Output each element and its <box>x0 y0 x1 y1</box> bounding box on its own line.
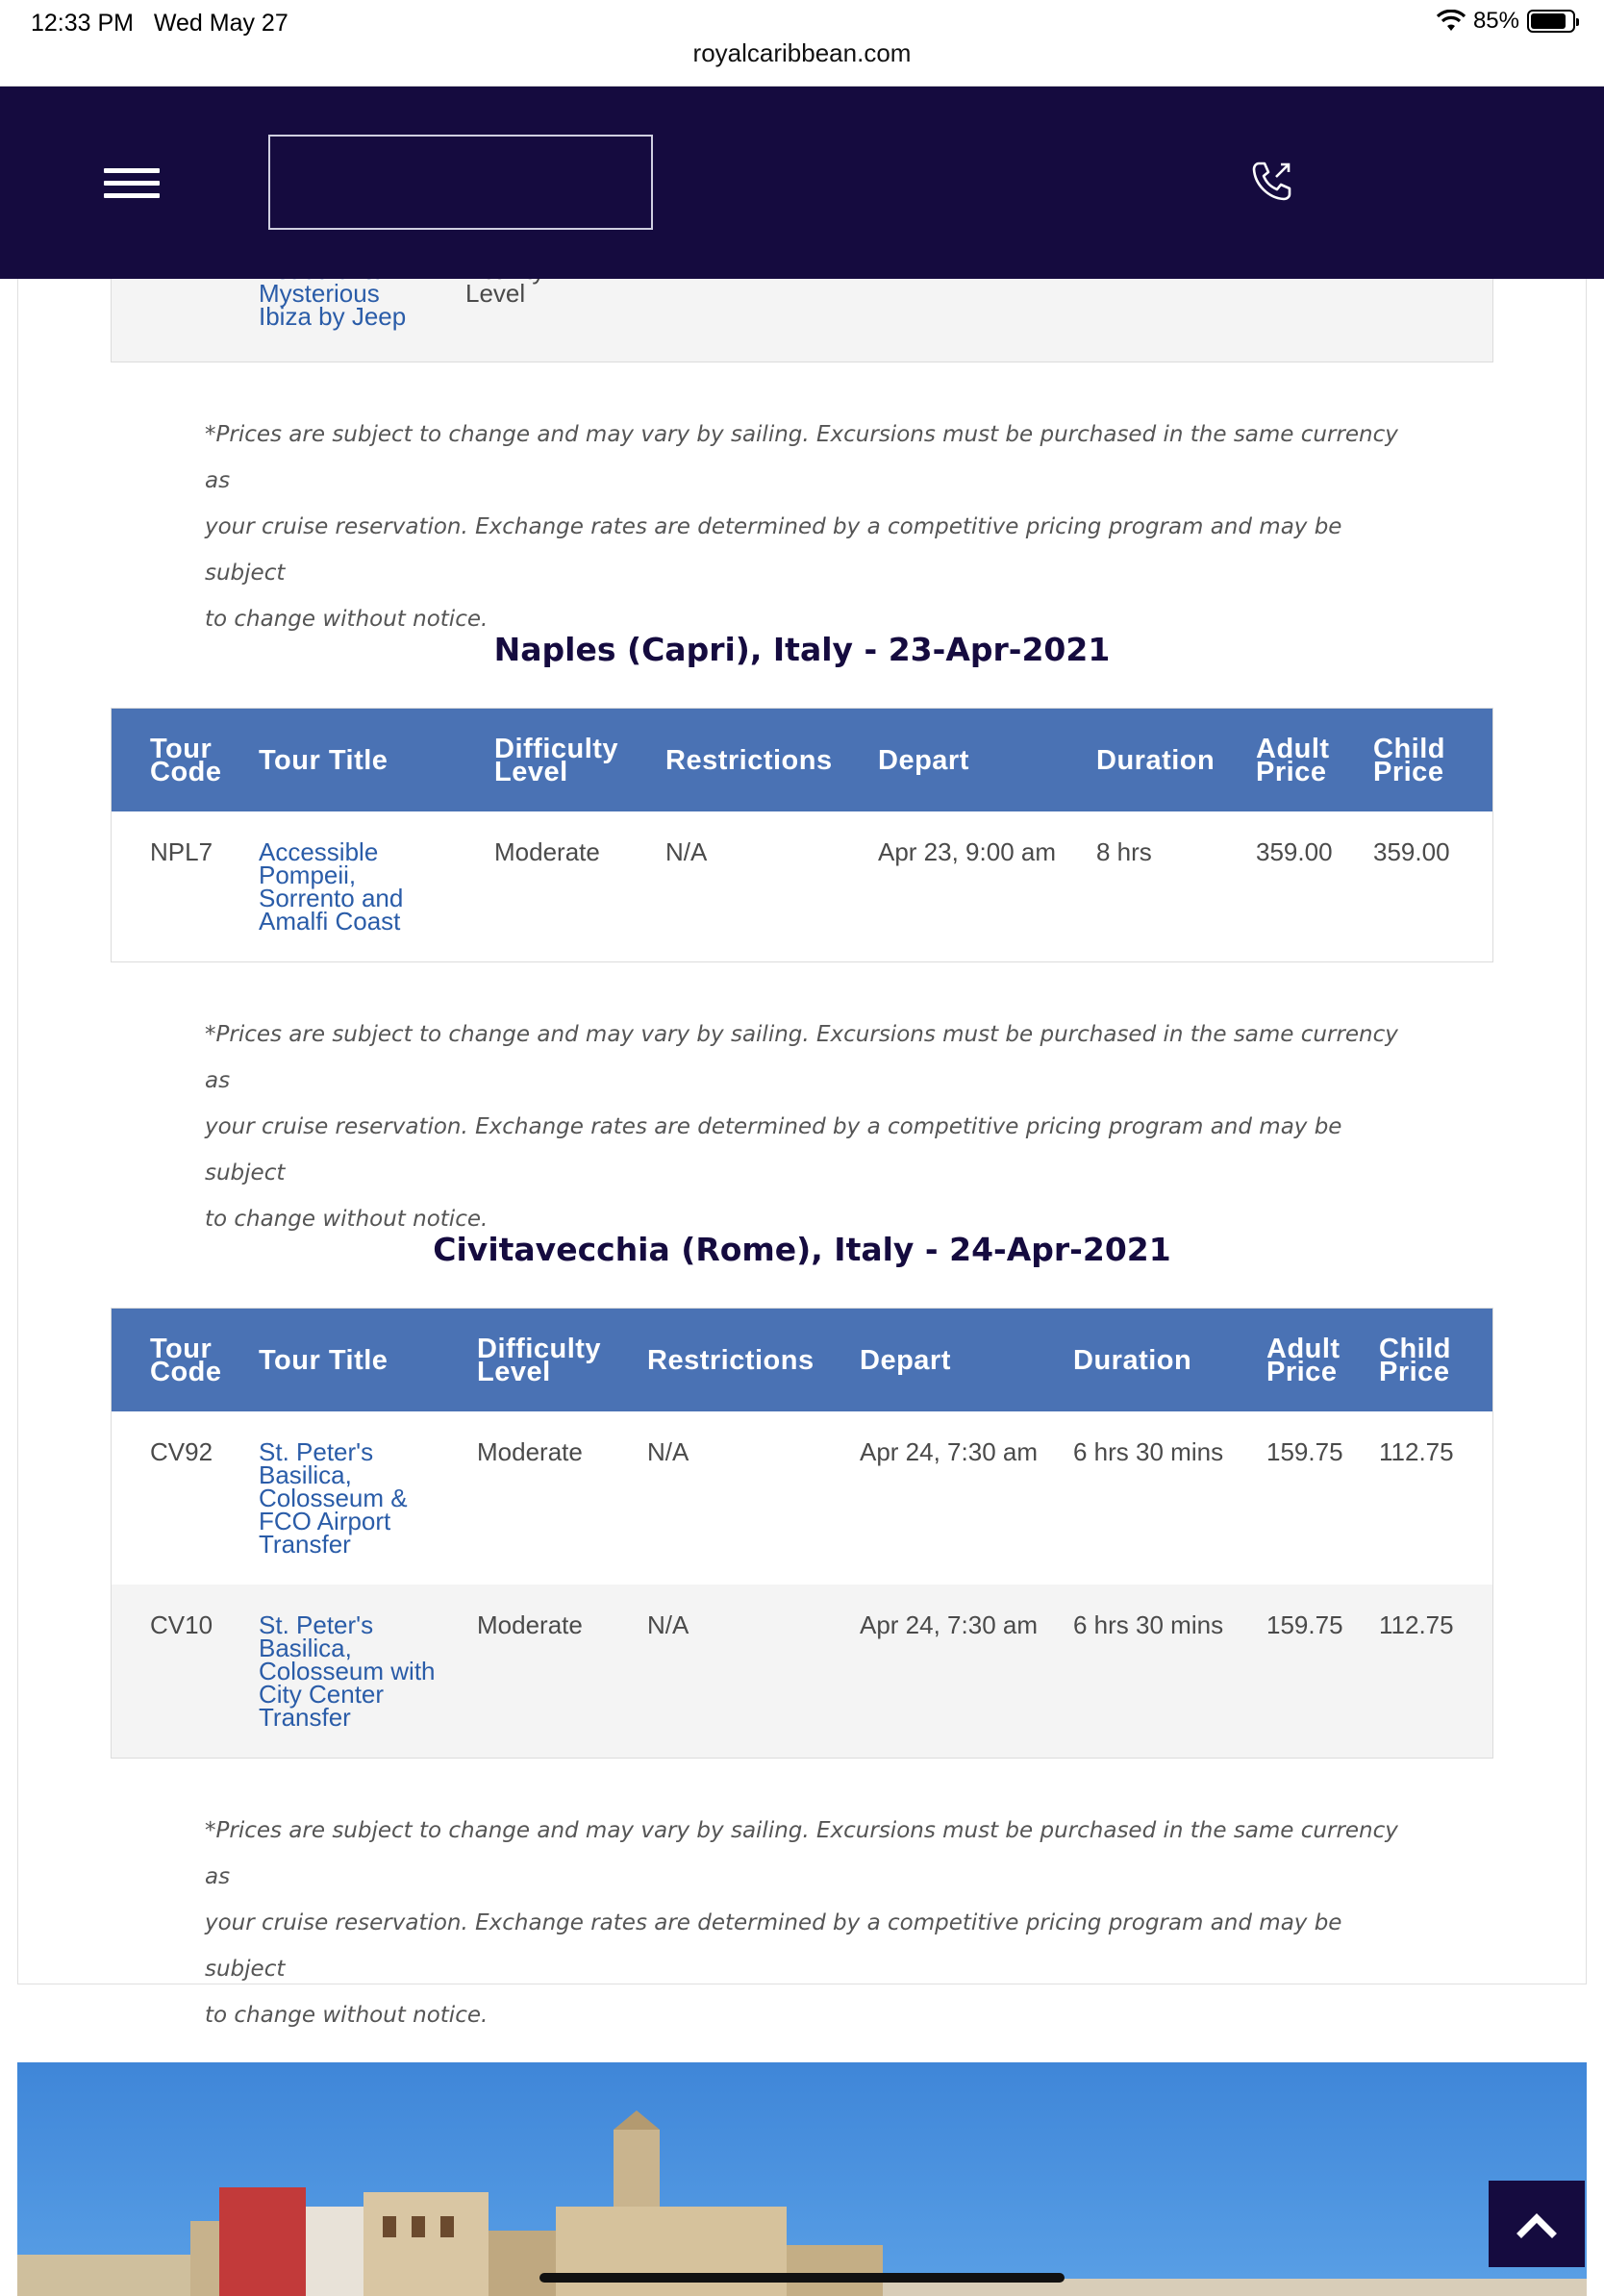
cell-adult-price: 359.00 <box>1256 837 1333 866</box>
tour-title-link[interactable]: Accessible Pompeii, Sorrento and Amalfi Coast <box>259 837 404 936</box>
th-duration: Duration <box>1073 1345 1192 1376</box>
cell-code: CV10 <box>150 1610 213 1639</box>
price-disclaimer: *Prices are subject to change and may vary by sailing. Excursions must be purchased in the same currency as your cruise reservation. Exchange rates are determined by a competitive pricing program and may be subject to change without notice. <box>205 422 1398 632</box>
cell-child-price: 112.75 <box>1379 1610 1454 1639</box>
th-duration: Duration <box>1096 745 1216 776</box>
th-child-price: Child Price <box>1373 734 1445 787</box>
chevron-up-icon <box>1489 2181 1585 2267</box>
table-header <box>112 709 1492 811</box>
naples-table <box>111 708 1493 962</box>
tour-title-link[interactable]: St. Peter's Basilica, Colosseum & FCO Airport Transfer <box>259 1437 408 1559</box>
cell-adult-price: 159.75 <box>1266 1610 1343 1639</box>
site-header <box>0 87 1604 279</box>
th-tour-code: Tour Code <box>150 734 222 787</box>
th-difficulty: Difficulty Level <box>477 1334 602 1387</box>
th-tour-title: Tour Title <box>259 745 388 776</box>
cell-code: CV92 <box>150 1437 213 1466</box>
cell-child-price: 112.75 <box>1379 1437 1454 1466</box>
battery-icon <box>1527 10 1575 33</box>
civitavecchia-table <box>111 1308 1493 1759</box>
cell-depart: Apr 23, 9:00 am <box>878 837 1056 866</box>
back-to-top-button[interactable] <box>1489 2181 1585 2267</box>
url-bar[interactable]: royalcaribbean.com <box>692 38 912 67</box>
logo[interactable] <box>268 135 653 230</box>
status-right <box>1437 8 1575 35</box>
cell-restrictions: N/A <box>647 1610 689 1639</box>
port-title-naples: Naples (Capri), Italy - 23-Apr-2021 <box>493 631 1111 668</box>
th-depart: Depart <box>860 1345 951 1376</box>
difficulty-cell: Level <box>465 279 526 308</box>
wifi-icon <box>1437 10 1466 33</box>
cell-difficulty: Moderate <box>494 837 600 866</box>
battery-percent: 85% <box>1472 8 1519 34</box>
cell-code: NPL7 <box>150 837 213 866</box>
phone-call-icon[interactable] <box>1250 159 1294 203</box>
cell-difficulty: Moderate <box>477 1437 583 1466</box>
th-child-price: Child Price <box>1379 1334 1451 1387</box>
table-header <box>112 1309 1492 1411</box>
th-adult-price: Adult Price <box>1256 734 1330 787</box>
tour-title-link[interactable]: Mysterious Ibiza by Jeep <box>259 279 407 331</box>
table-row <box>112 1411 1492 1585</box>
th-tour-code: Tour Code <box>150 1334 222 1387</box>
cell-child-price: 359.00 <box>1373 837 1450 866</box>
th-restrictions: Restrictions <box>665 745 833 776</box>
cell-restrictions: N/A <box>665 837 708 866</box>
cell-restrictions: N/A <box>647 1437 689 1466</box>
status-bar <box>0 0 1604 87</box>
table-row <box>112 1585 1492 1758</box>
port-title-civitavecchia: Civitavecchia (Rome), Italy - 24-Apr-2021 <box>433 1231 1171 1268</box>
th-difficulty: Difficulty Level <box>494 734 619 787</box>
th-adult-price: Adult Price <box>1266 1334 1341 1387</box>
cell-difficulty: Moderate <box>477 1610 583 1639</box>
home-indicator[interactable] <box>539 2273 1065 2283</box>
price-disclaimer: *Prices are subject to change and may vary by sailing. Excursions must be purchased in the same currency as your cruise reservation. Exchange rates are determined by a competitive pricing program and may be subject to change without notice. <box>205 1818 1398 2028</box>
tour-title-link[interactable]: St. Peter's Basilica, Colosseum with City Center Transfer <box>259 1610 436 1732</box>
price-disclaimer: *Prices are subject to change and may vary by sailing. Excursions must be purchased in the same currency as your cruise reservation. Exchange rates are determined by a competitive pricing program and may be subject to change without notice. <box>205 1022 1398 1232</box>
cell-depart: Apr 24, 7:30 am <box>860 1610 1038 1639</box>
status-time: 12:33 PM Wed May 27 <box>31 10 288 37</box>
hamburger-icon[interactable] <box>104 168 160 199</box>
cell-depart: Apr 24, 7:30 am <box>860 1437 1038 1466</box>
th-tour-title: Tour Title <box>259 1345 388 1376</box>
th-depart: Depart <box>878 745 969 776</box>
ibiza-photo <box>17 2062 1587 2296</box>
cell-duration: 8 hrs <box>1096 837 1152 866</box>
th-restrictions: Restrictions <box>647 1345 815 1376</box>
cell-adult-price: 159.75 <box>1266 1437 1343 1466</box>
old-town-illustration <box>17 2062 1587 2296</box>
table-row <box>112 811 1492 962</box>
cell-duration: 6 hrs 30 mins <box>1073 1437 1224 1466</box>
cell-duration: 6 hrs 30 mins <box>1073 1610 1224 1639</box>
